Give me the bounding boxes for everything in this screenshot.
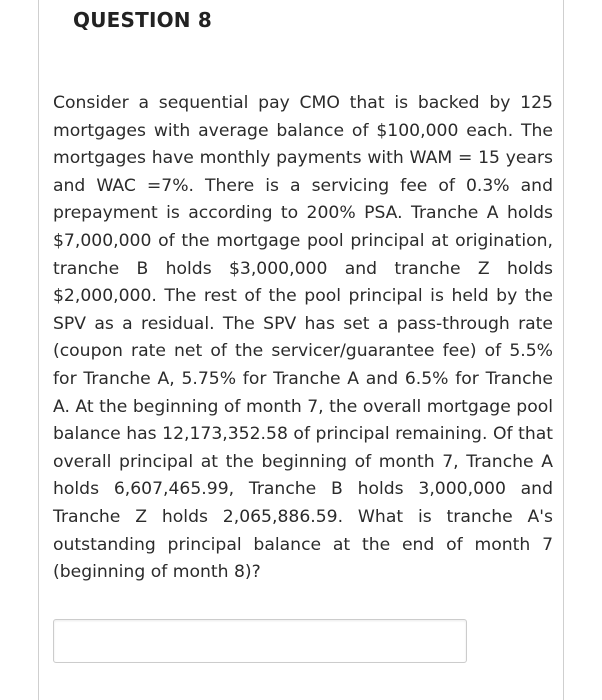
question-title: QUESTION 8 xyxy=(73,8,213,32)
answer-input[interactable] xyxy=(53,619,467,663)
question-text: Consider a sequential pay CMO that is backed by 125 mortgages with average balance of $100,000 each. The mortgages have monthly payments with WAM = 15 years and WAC =7%. There is a servicing fee of 0.3% and prepayment is according to 200% PSA. Tranche A holds $7,000,000 of the mortgage pool principal at origination, tranche B holds $3,000,000 and tranche Z holds $2,000,000. The rest of the pool principal is held by the SPV as a residual. The SPV has set a pass-through rate (coupon rate net of the servicer/guarantee fee) of 5.5% for Tranche A, 5.75% for Tranche A and 6.5% for Tranche A. At the beginning of month 7, the overall mortgage pool balance has 12,173,352.58 of principal remaining. Of that overall principal at the beginning of month 7, Tranche A holds 6,607,465.99, Tranche B holds 3,000,000 and Tranche Z holds 2,065,886.59. What is tranche A's outstanding principal balance at the end of month 7 (beginning of month 8)? xyxy=(53,93,553,583)
question-card xyxy=(38,0,564,700)
